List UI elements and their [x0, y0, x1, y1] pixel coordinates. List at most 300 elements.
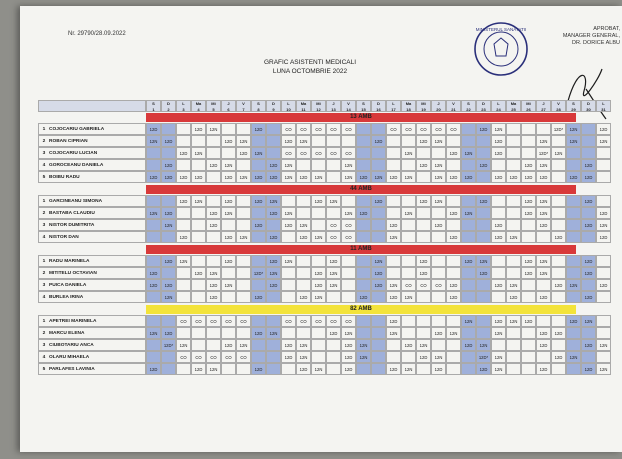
weekday-initial: V — [242, 101, 245, 106]
shift-cell: 12N — [446, 327, 461, 339]
shift-cell: 12D — [281, 339, 296, 351]
staff-number: 4 — [42, 163, 46, 168]
shift-cell: CO — [401, 279, 416, 291]
reference-number: Nr. 29790/28.09.2022 — [68, 31, 126, 37]
weekday-initial: V — [557, 101, 560, 106]
shift-cell: 12D — [431, 327, 446, 339]
shift-cell — [386, 147, 401, 159]
shift-cell — [521, 231, 536, 243]
shift-cell — [491, 267, 506, 279]
shift-cell — [566, 195, 581, 207]
shift-cell — [266, 351, 281, 363]
shift-cell — [221, 123, 236, 135]
shift-cell — [461, 363, 476, 375]
shift-cell — [596, 255, 611, 267]
shift-cell — [146, 291, 161, 303]
shift-cell: CO — [281, 123, 296, 135]
shift-cell — [311, 351, 326, 363]
shift-cell: CO — [206, 315, 221, 327]
shift-cell: 12N — [581, 315, 596, 327]
shift-cell — [266, 147, 281, 159]
day-number: 4 — [197, 106, 200, 112]
day-number: 10 — [286, 106, 291, 112]
shift-cell — [596, 327, 611, 339]
shift-cell: 12D — [416, 159, 431, 171]
shift-cell: 12N — [461, 207, 476, 219]
shift-cell: 12D — [311, 267, 326, 279]
shift-cell — [566, 207, 581, 219]
shift-cell: 12D — [581, 195, 596, 207]
shift-cell — [146, 231, 161, 243]
shift-cell: 12D — [386, 291, 401, 303]
shift-cell — [491, 159, 506, 171]
shift-cell — [356, 327, 371, 339]
shift-cell — [506, 135, 521, 147]
shift-cell — [476, 231, 491, 243]
weekday-initial: S — [152, 101, 155, 106]
weekday-initial: S — [572, 101, 575, 106]
shift-cell — [266, 363, 281, 375]
shift-cell — [176, 219, 191, 231]
day-header — [236, 100, 251, 112]
shift-cell: 12N — [401, 363, 416, 375]
shift-cell — [386, 135, 401, 147]
shift-cell — [386, 207, 401, 219]
shift-cell: CO — [401, 123, 416, 135]
shift-cell: 12N — [566, 351, 581, 363]
shift-cell — [446, 315, 461, 327]
shift-cell: 12D — [281, 219, 296, 231]
day-number: 22 — [466, 106, 471, 112]
shift-cell — [326, 363, 341, 375]
shift-cell: 12D — [191, 363, 206, 375]
weekday-initial: S — [257, 101, 260, 106]
shift-cell: 12D — [161, 255, 176, 267]
day-number: 28 — [556, 106, 561, 112]
day-number: 14 — [346, 106, 351, 112]
shift-cell — [521, 291, 536, 303]
shift-cell — [596, 351, 611, 363]
shift-cell — [341, 135, 356, 147]
staff-name: MARCU ELENA — [49, 331, 85, 336]
shift-cell: CO — [386, 123, 401, 135]
schedule-paper — [20, 6, 622, 452]
shift-cell — [266, 219, 281, 231]
shift-cell: 12D — [446, 279, 461, 291]
shift-cell — [176, 279, 191, 291]
shift-cell — [416, 171, 431, 183]
shift-cell — [206, 255, 221, 267]
shift-cell — [596, 171, 611, 183]
staff-name: BASTABA CLAUDIU — [49, 211, 95, 216]
shift-cell: 12D — [506, 291, 521, 303]
shift-cell — [536, 123, 551, 135]
shift-cell — [431, 231, 446, 243]
shift-cell: 12N — [341, 171, 356, 183]
shift-cell — [416, 231, 431, 243]
shift-cell: 12D — [296, 291, 311, 303]
shift-cell: 12D — [581, 171, 596, 183]
shift-cell — [146, 339, 161, 351]
shift-cell: 12D — [146, 123, 161, 135]
shift-cell: 12D — [251, 363, 266, 375]
day-header — [341, 100, 356, 112]
shift-cell — [236, 327, 251, 339]
shift-cell — [551, 267, 566, 279]
shift-cell: 12N — [341, 159, 356, 171]
section-header: 11 AMB — [146, 245, 576, 254]
shift-cell — [236, 123, 251, 135]
shift-cell: 12D — [551, 231, 566, 243]
shift-cell: 12D — [206, 279, 221, 291]
shift-cell — [446, 351, 461, 363]
shift-cell: 12D* — [551, 123, 566, 135]
staff-name-cell — [38, 207, 146, 219]
shift-cell: 12D — [341, 363, 356, 375]
schedule-table — [38, 100, 616, 396]
shift-cell: 12D — [266, 231, 281, 243]
shift-cell: 12D — [206, 207, 221, 219]
shift-cell: 12N — [431, 135, 446, 147]
staff-number: 2 — [42, 211, 46, 216]
title-line: GRAFIC ASISTENTI MEDICALI — [263, 59, 357, 66]
svg-text:MINISTERUL SANATATII: MINISTERUL SANATATII — [475, 27, 527, 32]
section-header: 82 AMB — [146, 305, 576, 314]
shift-cell: 12D — [491, 315, 506, 327]
shift-cell — [191, 159, 206, 171]
shift-cell: 12N — [146, 327, 161, 339]
shift-cell — [461, 327, 476, 339]
day-header — [491, 100, 506, 112]
shift-cell: 12D — [146, 363, 161, 375]
shift-cell — [401, 255, 416, 267]
shift-cell: 12D — [161, 159, 176, 171]
shift-cell — [176, 327, 191, 339]
shift-cell: 12N — [176, 255, 191, 267]
day-number: 23 — [481, 106, 486, 112]
shift-cell: 12D* — [161, 339, 176, 351]
shift-cell — [176, 363, 191, 375]
shift-cell — [521, 327, 536, 339]
day-number: 2 — [167, 106, 170, 112]
shift-cell: 12D — [551, 351, 566, 363]
shift-cell — [401, 159, 416, 171]
shift-cell: CO — [326, 147, 341, 159]
shift-cell: CO — [326, 231, 341, 243]
staff-name-cell — [38, 147, 146, 159]
shift-cell: 12D — [251, 171, 266, 183]
shift-cell — [206, 231, 221, 243]
shift-cell: 12D — [416, 135, 431, 147]
shift-cell — [251, 351, 266, 363]
shift-cell — [266, 339, 281, 351]
shift-cell: 12D — [431, 219, 446, 231]
day-header — [176, 100, 191, 112]
shift-cell — [581, 231, 596, 243]
day-header — [581, 100, 596, 112]
day-header — [386, 100, 401, 112]
shift-cell: CO — [416, 279, 431, 291]
shift-cell — [236, 255, 251, 267]
shift-cell — [356, 159, 371, 171]
shift-cell — [566, 327, 581, 339]
day-number: 11 — [301, 106, 306, 112]
shift-cell — [521, 363, 536, 375]
shift-cell — [266, 291, 281, 303]
shift-cell: 12D — [416, 195, 431, 207]
staff-number: 3 — [42, 283, 46, 288]
staff-name-cell — [38, 195, 146, 207]
shift-cell — [146, 159, 161, 171]
shift-cell — [371, 207, 386, 219]
shift-cell: 12N — [476, 339, 491, 351]
shift-cell: 12D — [536, 291, 551, 303]
shift-cell: 12D — [281, 351, 296, 363]
shift-cell — [356, 219, 371, 231]
shift-cell — [596, 291, 611, 303]
shift-cell: 12D — [581, 219, 596, 231]
shift-cell: 12D — [221, 339, 236, 351]
shift-cell: 12D — [251, 327, 266, 339]
shift-cell: 12D — [596, 279, 611, 291]
shift-cell — [236, 207, 251, 219]
shift-cell — [461, 159, 476, 171]
weekday-initial: Ma — [300, 101, 307, 106]
shift-cell — [311, 159, 326, 171]
shift-cell — [551, 195, 566, 207]
shift-cell — [476, 171, 491, 183]
weekday-initial: Mi — [211, 101, 216, 106]
staff-name-cell — [38, 123, 146, 135]
shift-cell: 12D — [446, 291, 461, 303]
shift-cell — [581, 207, 596, 219]
day-number: 20 — [436, 106, 441, 112]
shift-cell: CO — [341, 219, 356, 231]
shift-cell: 12N — [161, 219, 176, 231]
shift-cell — [176, 207, 191, 219]
shift-cell: CO — [341, 147, 356, 159]
shift-cell — [341, 255, 356, 267]
day-header — [146, 100, 161, 112]
shift-cell: CO — [341, 315, 356, 327]
shift-cell: 12N — [596, 135, 611, 147]
day-number: 9 — [272, 106, 275, 112]
shift-cell: 12D — [566, 315, 581, 327]
shift-cell: 12D — [521, 195, 536, 207]
shift-cell — [506, 339, 521, 351]
staff-name: BURLEA IRINA — [49, 295, 84, 300]
shift-cell: CO — [311, 123, 326, 135]
day-header — [251, 100, 266, 112]
day-number: 29 — [571, 106, 576, 112]
shift-cell: 12N — [296, 219, 311, 231]
shift-cell — [206, 195, 221, 207]
shift-cell: 12D — [386, 363, 401, 375]
shift-cell: 12N — [341, 327, 356, 339]
shift-cell: 12D — [536, 327, 551, 339]
shift-cell — [491, 195, 506, 207]
shift-cell: 12N — [506, 231, 521, 243]
shift-cell: 12D — [551, 327, 566, 339]
staff-name-cell — [38, 339, 146, 351]
shift-cell: 12D — [506, 171, 521, 183]
shift-cell — [446, 267, 461, 279]
shift-cell — [536, 279, 551, 291]
shift-cell: 12N — [356, 351, 371, 363]
shift-cell: 12N — [536, 207, 551, 219]
shift-cell: 12D — [491, 279, 506, 291]
weekday-initial: L — [392, 101, 395, 106]
staff-name: RADU MARINELA — [49, 259, 90, 264]
shift-cell: 12D — [191, 123, 206, 135]
shift-cell — [146, 351, 161, 363]
shift-cell: 12D — [461, 171, 476, 183]
day-number: 21 — [451, 106, 456, 112]
shift-cell — [386, 159, 401, 171]
shift-cell — [401, 315, 416, 327]
shift-cell — [161, 267, 176, 279]
shift-cell — [236, 195, 251, 207]
shift-cell — [506, 159, 521, 171]
shift-cell — [521, 351, 536, 363]
shift-cell: CO — [191, 351, 206, 363]
shift-cell — [236, 279, 251, 291]
shift-cell — [506, 195, 521, 207]
day-number: 13 — [331, 106, 336, 112]
shift-cell — [551, 171, 566, 183]
shift-cell — [191, 135, 206, 147]
staff-name-cell — [38, 171, 146, 183]
shift-cell — [416, 147, 431, 159]
day-number: 16 — [376, 106, 381, 112]
shift-cell — [521, 135, 536, 147]
shift-cell — [386, 195, 401, 207]
shift-cell: 12D — [266, 207, 281, 219]
shift-cell — [536, 315, 551, 327]
shift-cell: 12D — [296, 363, 311, 375]
shift-cell: 12D — [146, 267, 161, 279]
shift-cell — [581, 351, 596, 363]
shift-cell: 12N — [266, 195, 281, 207]
shift-cell — [341, 195, 356, 207]
shift-cell: 12N — [536, 255, 551, 267]
shift-cell — [326, 135, 341, 147]
staff-name-cell — [38, 219, 146, 231]
shift-cell — [506, 267, 521, 279]
shift-cell — [266, 315, 281, 327]
shift-cell: 12D — [461, 339, 476, 351]
shift-cell — [326, 207, 341, 219]
shift-cell: 12D — [341, 339, 356, 351]
shift-cell: 12D — [446, 171, 461, 183]
shift-cell — [161, 147, 176, 159]
shift-cell — [191, 327, 206, 339]
shift-cell — [461, 267, 476, 279]
shift-cell: 12D — [161, 327, 176, 339]
staff-number: 4 — [42, 235, 46, 240]
day-header — [596, 100, 611, 112]
shift-cell — [356, 231, 371, 243]
shift-cell — [371, 327, 386, 339]
staff-number: 5 — [42, 367, 46, 372]
shift-cell — [206, 135, 221, 147]
shift-cell: 12N — [341, 207, 356, 219]
shift-cell — [251, 279, 266, 291]
weekday-initial: D — [587, 101, 590, 106]
shift-cell: 12D — [566, 171, 581, 183]
day-number: 26 — [526, 106, 531, 112]
shift-cell: 12D — [581, 267, 596, 279]
shift-cell — [566, 267, 581, 279]
staff-name: PUICA DANIELA — [49, 283, 87, 288]
weekday-initial: S — [362, 101, 365, 106]
staff-number: 1 — [42, 199, 46, 204]
shift-cell — [221, 219, 236, 231]
shift-cell: 12D — [401, 339, 416, 351]
shift-cell — [461, 291, 476, 303]
shift-cell — [326, 339, 341, 351]
shift-cell — [551, 207, 566, 219]
shift-cell: 12N — [311, 363, 326, 375]
shift-cell: 12D — [296, 171, 311, 183]
shift-cell: 12N — [386, 327, 401, 339]
shift-cell — [506, 363, 521, 375]
shift-cell — [251, 159, 266, 171]
shift-cell: 12D — [356, 207, 371, 219]
shift-cell — [251, 315, 266, 327]
shift-cell — [191, 291, 206, 303]
shift-cell: 12N — [296, 351, 311, 363]
shift-cell — [506, 147, 521, 159]
shift-cell: CO — [281, 315, 296, 327]
shift-cell: 12N — [566, 123, 581, 135]
shift-cell — [161, 315, 176, 327]
shift-cell: 12N — [401, 147, 416, 159]
day-header — [371, 100, 386, 112]
day-number: 18 — [406, 106, 411, 112]
shift-cell: 12N — [371, 171, 386, 183]
shift-cell — [206, 327, 221, 339]
shift-cell — [146, 147, 161, 159]
shift-cell — [311, 327, 326, 339]
day-header — [221, 100, 236, 112]
shift-cell: 12N — [461, 315, 476, 327]
shift-cell: 12D — [521, 267, 536, 279]
shift-cell: 12D — [536, 363, 551, 375]
shift-cell: 12D — [476, 195, 491, 207]
shift-cell: CO — [221, 315, 236, 327]
shift-cell: 12D — [326, 255, 341, 267]
shift-cell — [221, 267, 236, 279]
shift-cell — [296, 195, 311, 207]
day-header — [311, 100, 326, 112]
shift-cell: 12N — [146, 135, 161, 147]
shift-cell: 12D — [281, 135, 296, 147]
staff-number: 5 — [42, 175, 46, 180]
shift-cell — [191, 207, 206, 219]
shift-cell: 12N — [476, 255, 491, 267]
shift-cell — [476, 315, 491, 327]
shift-cell: 12N — [236, 339, 251, 351]
shift-cell: 12N — [326, 267, 341, 279]
approval-line: APROBAT, — [593, 26, 620, 32]
staff-name-cell — [38, 291, 146, 303]
shift-cell — [221, 291, 236, 303]
shift-cell — [506, 327, 521, 339]
shift-cell: 12D — [446, 231, 461, 243]
staff-name-cell — [38, 231, 146, 243]
shift-cell: 12N — [326, 279, 341, 291]
